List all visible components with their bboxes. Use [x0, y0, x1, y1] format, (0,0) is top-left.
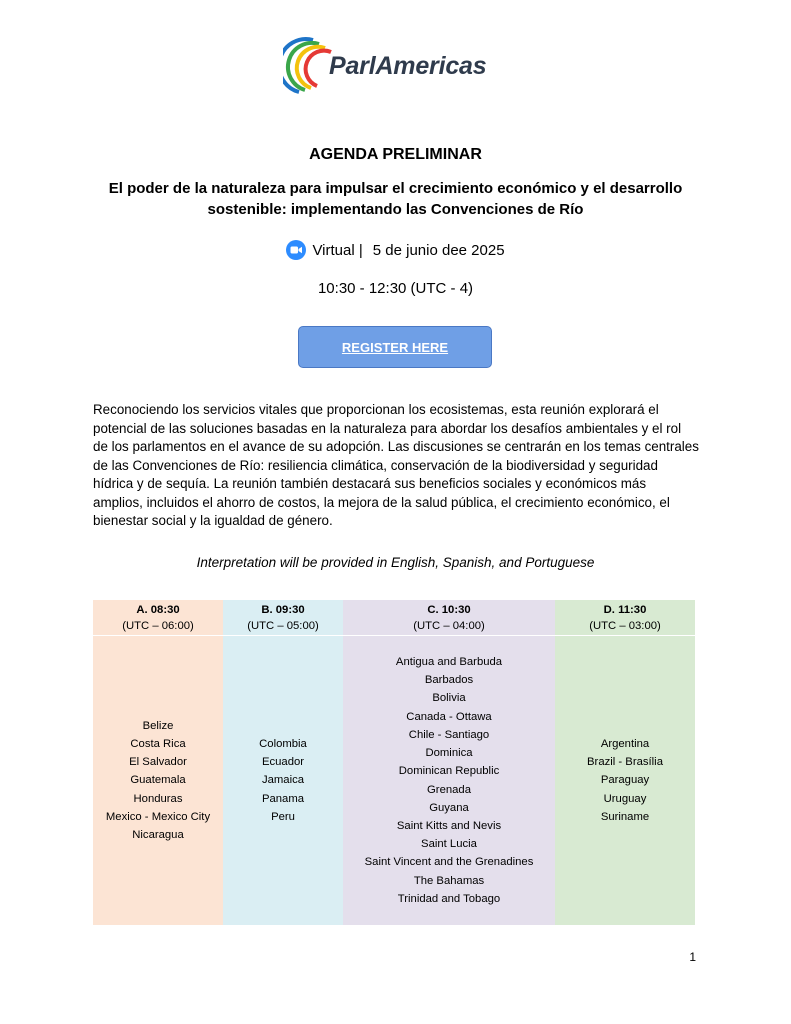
- country-list: [93, 636, 223, 925]
- interpretation-note: Interpretation will be provided in English, Spanish, and Portuguese: [196, 555, 595, 570]
- event-mode: Virtual |: [312, 241, 363, 259]
- page-number: 1: [689, 950, 696, 964]
- country-item: Nicaragua: [132, 829, 184, 841]
- country-item: Dominica: [425, 747, 473, 760]
- page-subtitle: El poder de la naturaleza para impulsar el crecimiento económico y el desarrollo sostenible: implementando las Convenciones de Río: [108, 180, 683, 218]
- country-item: Mexico - Mexico City: [105, 810, 211, 823]
- country-item: Guatemala: [130, 774, 186, 787]
- country-item: Grenada: [427, 783, 471, 796]
- timezone-utc: (UTC – 06:00): [122, 620, 194, 632]
- timezone-column-b: [223, 600, 343, 925]
- country-item: Belize: [142, 719, 174, 732]
- country-item: Ecuador: [261, 756, 305, 769]
- timezone-column-c: [343, 600, 555, 925]
- parlamericas-logo: [283, 32, 523, 102]
- country-item: Brazil - Brasília: [587, 756, 663, 769]
- timezone-header: [343, 600, 555, 636]
- event-details: [0, 240, 791, 260]
- timezone-header: [555, 600, 695, 636]
- page-title: AGENDA PRELIMINAR: [309, 146, 482, 163]
- country-item: Colombia: [259, 737, 307, 750]
- country-item: Honduras: [133, 792, 183, 805]
- country-item: Peru: [271, 810, 295, 823]
- country-item: Bolivia: [432, 692, 466, 705]
- country-item: Saint Lucia: [421, 838, 477, 851]
- timezone-label: A. 08:30: [136, 604, 180, 616]
- country-item: Trinidad and Tobago: [397, 892, 501, 905]
- country-item: Chile - Santiago: [408, 728, 490, 741]
- timezone-column-a: [93, 600, 223, 925]
- timezone-label: B. 09:30: [261, 604, 305, 616]
- country-list: [555, 636, 695, 925]
- country-item: Uruguay: [603, 792, 647, 805]
- event-time: 10:30 - 12:30 (UTC - 4): [317, 280, 474, 297]
- timezone-header: [223, 600, 343, 636]
- timezone-utc: (UTC – 05:00): [247, 620, 319, 632]
- intro-paragraph: Reconociendo los servicios vitales que proporcionan los ecosistemas, esta reunión explorará el potencial de las soluciones basadas en la naturaleza para abordar los desafíos ambientales y el rol de los parlamentos en el avance de su adopción. Las discusiones se centrarán en los temas centrales de las Convenciones de Río: resiliencia climática, conservación de la biodiversidad y seguridad hídrica y de sequía. La reunión también destacará sus beneficios sociales y económicos más amplios, incluidos el ahorro de costos, la mejora de la salud pública, el crecimiento económico, el bienestar social y la igualdad de género.: [93, 402, 699, 528]
- timezone-label: D. 11:30: [603, 604, 647, 616]
- country-item: Panama: [261, 792, 305, 805]
- country-item: Argentina: [600, 737, 650, 750]
- country-item: Saint Kitts and Nevis: [396, 819, 502, 832]
- country-item: Saint Vincent and the Grenadines: [364, 856, 534, 869]
- timezone-utc: (UTC – 04:00): [413, 620, 485, 632]
- timezone-table: [93, 600, 695, 925]
- country-item: Jamaica: [261, 774, 305, 787]
- country-item: Canada - Ottawa: [406, 710, 492, 723]
- register-button[interactable]: REGISTER HERE: [298, 326, 492, 368]
- event-date: 5 de junio dee 2025: [372, 241, 505, 259]
- country-item: Guyana: [429, 801, 469, 814]
- country-list: [343, 636, 555, 925]
- country-item: The Bahamas: [413, 874, 485, 887]
- country-item: Dominican Republic: [398, 765, 500, 778]
- country-item: Barbados: [424, 674, 474, 687]
- country-item: El Salvador: [129, 756, 187, 769]
- country-item: Antigua and Barbuda: [395, 656, 503, 669]
- timezone-label: C. 10:30: [427, 604, 471, 616]
- timezone-header: [93, 600, 223, 636]
- video-camera-icon: [286, 240, 306, 260]
- country-item: Paraguay: [600, 774, 650, 787]
- country-item: Suriname: [600, 810, 650, 823]
- country-item: Costa Rica: [130, 737, 186, 750]
- logo-text: ParlAmericas: [329, 52, 487, 80]
- country-list: [223, 636, 343, 925]
- timezone-column-d: [555, 600, 695, 925]
- timezone-utc: (UTC – 03:00): [589, 620, 661, 632]
